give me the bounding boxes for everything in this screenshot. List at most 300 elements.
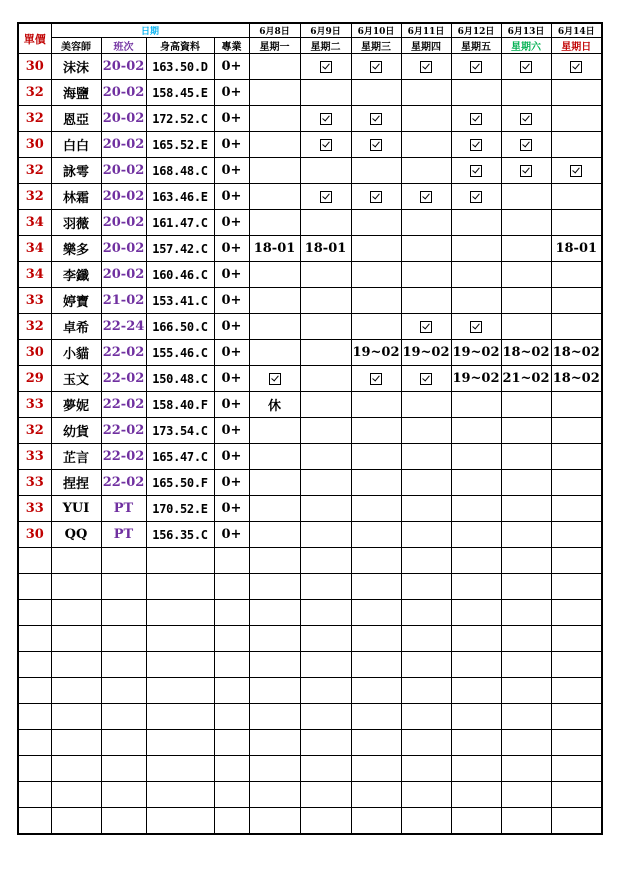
empty-cell xyxy=(146,678,214,704)
checked-box-icon xyxy=(370,373,382,385)
checked-box-icon xyxy=(370,61,382,73)
empty-cell xyxy=(101,808,146,835)
empty-cell xyxy=(551,626,602,652)
empty-cell xyxy=(51,678,101,704)
day-cell xyxy=(249,80,300,106)
day-date: 6月14日 xyxy=(551,23,602,38)
shift-header: 班次 xyxy=(101,38,146,54)
checked-box-icon xyxy=(520,139,532,151)
empty-cell xyxy=(551,678,602,704)
day-cell xyxy=(300,262,351,288)
empty-cell xyxy=(249,652,300,678)
empty-cell xyxy=(249,600,300,626)
empty-cell xyxy=(451,548,501,574)
empty-cell xyxy=(146,808,214,835)
prof-cell: 0+ xyxy=(214,314,249,340)
day-cell xyxy=(551,444,602,470)
stylist-cell: YUI xyxy=(51,496,101,522)
stylist-cell: 玉文 xyxy=(51,366,101,392)
day-cell xyxy=(501,158,551,184)
empty-cell xyxy=(351,626,401,652)
body-cell: 165.50.F xyxy=(146,470,214,496)
price-cell: 32 xyxy=(18,106,51,132)
empty-cell xyxy=(351,808,401,835)
shift-cell: 21-02 xyxy=(101,288,146,314)
price-header: 單價 xyxy=(18,23,51,54)
day-cell xyxy=(401,392,451,418)
day-cell: 18-01 xyxy=(300,236,351,262)
day-cell xyxy=(351,158,401,184)
day-cell xyxy=(401,366,451,392)
price-cell: 30 xyxy=(18,132,51,158)
empty-cell xyxy=(300,756,351,782)
empty-row xyxy=(18,600,602,626)
day-cell: 19~02 xyxy=(401,340,451,366)
day-cell xyxy=(300,522,351,548)
day-cell xyxy=(401,80,451,106)
empty-cell xyxy=(451,782,501,808)
header-row-columns xyxy=(18,38,602,54)
day-cell xyxy=(351,54,401,80)
price-cell: 32 xyxy=(18,314,51,340)
body-header: 身高資料 xyxy=(146,38,214,54)
empty-cell xyxy=(18,782,51,808)
day-cell xyxy=(501,262,551,288)
empty-cell xyxy=(249,782,300,808)
stylist-cell: 樂多 xyxy=(51,236,101,262)
shift-cell: 22-02 xyxy=(101,418,146,444)
empty-cell xyxy=(351,574,401,600)
prof-header: 專業 xyxy=(214,38,249,54)
empty-cell xyxy=(146,652,214,678)
empty-cell xyxy=(146,756,214,782)
empty-cell xyxy=(18,548,51,574)
price-cell: 33 xyxy=(18,444,51,470)
empty-cell xyxy=(146,730,214,756)
body-cell: 166.50.C xyxy=(146,314,214,340)
empty-cell xyxy=(501,548,551,574)
empty-cell xyxy=(300,600,351,626)
day-cell xyxy=(249,314,300,340)
shift-cell: 22-02 xyxy=(101,340,146,366)
day-cell xyxy=(551,418,602,444)
empty-cell xyxy=(214,704,249,730)
day-cell xyxy=(300,366,351,392)
price-cell: 33 xyxy=(18,392,51,418)
day-cell xyxy=(351,496,401,522)
empty-row xyxy=(18,808,602,835)
day-cell xyxy=(351,288,401,314)
stylist-cell: 林霜 xyxy=(51,184,101,210)
empty-cell xyxy=(351,678,401,704)
day-cell xyxy=(501,80,551,106)
prof-cell: 0+ xyxy=(214,522,249,548)
day-cell xyxy=(401,210,451,236)
empty-cell xyxy=(401,782,451,808)
day-date: 6月13日 xyxy=(501,23,551,38)
body-cell: 168.48.C xyxy=(146,158,214,184)
day-cell xyxy=(451,262,501,288)
table-row xyxy=(18,262,602,288)
empty-cell xyxy=(18,574,51,600)
day-cell xyxy=(351,366,401,392)
stylist-cell: 芷言 xyxy=(51,444,101,470)
empty-cell xyxy=(249,756,300,782)
day-cell xyxy=(249,418,300,444)
prof-cell: 0+ xyxy=(214,366,249,392)
day-cell xyxy=(501,236,551,262)
shift-cell: 20-02 xyxy=(101,184,146,210)
day-cell xyxy=(249,340,300,366)
table-row xyxy=(18,496,602,522)
empty-row xyxy=(18,704,602,730)
empty-cell xyxy=(401,548,451,574)
shift-cell: 20-02 xyxy=(101,132,146,158)
price-cell: 33 xyxy=(18,470,51,496)
stylist-header: 美容師 xyxy=(51,38,101,54)
day-cell xyxy=(551,496,602,522)
prof-cell: 0+ xyxy=(214,262,249,288)
empty-cell xyxy=(51,548,101,574)
empty-cell xyxy=(214,808,249,835)
day-cell xyxy=(551,392,602,418)
day-cell xyxy=(451,158,501,184)
day-cell xyxy=(401,470,451,496)
day-cell xyxy=(300,444,351,470)
checked-box-icon xyxy=(470,321,482,333)
day-cell xyxy=(501,54,551,80)
empty-cell xyxy=(18,730,51,756)
shift-cell: PT xyxy=(101,522,146,548)
empty-cell xyxy=(101,626,146,652)
prof-cell: 0+ xyxy=(214,288,249,314)
checked-box-icon xyxy=(370,113,382,125)
table-row xyxy=(18,158,602,184)
empty-cell xyxy=(451,730,501,756)
body-cell: 163.50.D xyxy=(146,54,214,80)
body-cell: 170.52.E xyxy=(146,496,214,522)
day-cell xyxy=(351,444,401,470)
empty-cell xyxy=(51,600,101,626)
empty-cell xyxy=(501,626,551,652)
empty-cell xyxy=(51,704,101,730)
day-cell xyxy=(401,184,451,210)
weekday: 星期三 xyxy=(351,38,401,54)
shift-cell: 20-02 xyxy=(101,106,146,132)
checked-box-icon xyxy=(320,61,332,73)
day-cell xyxy=(300,80,351,106)
prof-cell: 0+ xyxy=(214,392,249,418)
shift-cell: 20-02 xyxy=(101,80,146,106)
checked-box-icon xyxy=(470,165,482,177)
day-cell xyxy=(300,106,351,132)
day-cell xyxy=(351,132,401,158)
empty-cell xyxy=(300,652,351,678)
empty-cell xyxy=(51,756,101,782)
date-title: 日期 xyxy=(51,23,249,38)
day-cell xyxy=(451,392,501,418)
empty-cell xyxy=(146,626,214,652)
stylist-cell: QQ xyxy=(51,522,101,548)
prof-cell: 0+ xyxy=(214,80,249,106)
stylist-cell: 詠雩 xyxy=(51,158,101,184)
prof-cell: 0+ xyxy=(214,236,249,262)
day-cell xyxy=(451,444,501,470)
empty-cell xyxy=(451,652,501,678)
empty-cell xyxy=(101,730,146,756)
day-cell xyxy=(401,288,451,314)
empty-cell xyxy=(249,574,300,600)
empty-cell xyxy=(451,574,501,600)
day-cell: 18-01 xyxy=(551,236,602,262)
empty-cell xyxy=(501,704,551,730)
empty-row xyxy=(18,626,602,652)
price-cell: 30 xyxy=(18,522,51,548)
empty-cell xyxy=(101,574,146,600)
stylist-cell: 沫沫 xyxy=(51,54,101,80)
day-cell xyxy=(300,184,351,210)
prof-cell: 0+ xyxy=(214,132,249,158)
body-cell: 161.47.C xyxy=(146,210,214,236)
day-cell xyxy=(451,288,501,314)
empty-row xyxy=(18,574,602,600)
table-row xyxy=(18,418,602,444)
weekday: 星期一 xyxy=(249,38,300,54)
empty-cell xyxy=(401,808,451,835)
empty-cell xyxy=(214,782,249,808)
weekday: 星期四 xyxy=(401,38,451,54)
table-row xyxy=(18,444,602,470)
table-row xyxy=(18,366,602,392)
empty-cell xyxy=(214,678,249,704)
day-cell xyxy=(249,496,300,522)
empty-cell xyxy=(146,704,214,730)
body-cell: 163.46.E xyxy=(146,184,214,210)
day-cell xyxy=(551,262,602,288)
empty-cell xyxy=(101,678,146,704)
day-cell xyxy=(551,80,602,106)
prof-cell: 0+ xyxy=(214,210,249,236)
day-date: 6月12日 xyxy=(451,23,501,38)
empty-cell xyxy=(401,626,451,652)
empty-row xyxy=(18,782,602,808)
day-cell xyxy=(300,54,351,80)
day-cell xyxy=(401,522,451,548)
day-cell xyxy=(351,392,401,418)
body-cell: 173.54.C xyxy=(146,418,214,444)
day-cell xyxy=(501,470,551,496)
day-cell xyxy=(300,210,351,236)
empty-cell xyxy=(18,808,51,835)
empty-cell xyxy=(51,782,101,808)
day-cell xyxy=(249,158,300,184)
day-cell xyxy=(551,314,602,340)
day-cell xyxy=(249,366,300,392)
day-date: 6月9日 xyxy=(300,23,351,38)
stylist-cell: 海鹽 xyxy=(51,80,101,106)
empty-cell xyxy=(249,730,300,756)
day-cell xyxy=(249,106,300,132)
price-cell: 30 xyxy=(18,340,51,366)
day-cell xyxy=(351,262,401,288)
day-cell xyxy=(451,236,501,262)
weekday-saturday: 星期六 xyxy=(501,38,551,54)
prof-cell: 0+ xyxy=(214,496,249,522)
day-cell xyxy=(249,288,300,314)
day-cell xyxy=(351,210,401,236)
day-cell xyxy=(351,418,401,444)
empty-row xyxy=(18,730,602,756)
day-cell xyxy=(451,314,501,340)
day-cell: 19~02 xyxy=(351,340,401,366)
day-cell xyxy=(451,184,501,210)
empty-cell xyxy=(249,548,300,574)
empty-cell xyxy=(101,600,146,626)
day-cell xyxy=(551,184,602,210)
empty-cell xyxy=(501,782,551,808)
day-cell xyxy=(451,54,501,80)
empty-cell xyxy=(249,808,300,835)
checked-box-icon xyxy=(370,139,382,151)
checked-box-icon xyxy=(420,321,432,333)
empty-cell xyxy=(18,652,51,678)
empty-cell xyxy=(214,600,249,626)
empty-cell xyxy=(451,704,501,730)
day-cell xyxy=(501,444,551,470)
empty-cell xyxy=(351,652,401,678)
empty-cell xyxy=(501,574,551,600)
empty-cell xyxy=(401,678,451,704)
checked-box-icon xyxy=(320,113,332,125)
empty-cell xyxy=(214,574,249,600)
empty-cell xyxy=(51,626,101,652)
body-cell: 153.41.C xyxy=(146,288,214,314)
table-row xyxy=(18,184,602,210)
day-cell xyxy=(451,522,501,548)
day-cell: 休 xyxy=(249,392,300,418)
day-cell xyxy=(351,80,401,106)
empty-cell xyxy=(451,626,501,652)
checked-box-icon xyxy=(470,139,482,151)
empty-cell xyxy=(551,704,602,730)
checked-box-icon xyxy=(269,373,281,385)
table-row xyxy=(18,392,602,418)
empty-cell xyxy=(551,574,602,600)
stylist-cell: 夢妮 xyxy=(51,392,101,418)
day-cell xyxy=(451,418,501,444)
day-cell xyxy=(300,470,351,496)
shift-cell: 22-02 xyxy=(101,366,146,392)
empty-cell xyxy=(300,704,351,730)
empty-cell xyxy=(214,730,249,756)
empty-cell xyxy=(18,704,51,730)
schedule-table xyxy=(17,22,603,835)
day-cell xyxy=(401,262,451,288)
stylist-cell: 小貓 xyxy=(51,340,101,366)
empty-cell xyxy=(551,600,602,626)
day-cell xyxy=(249,210,300,236)
empty-cell xyxy=(351,704,401,730)
prof-cell: 0+ xyxy=(214,470,249,496)
empty-cell xyxy=(300,678,351,704)
checked-box-icon xyxy=(470,191,482,203)
day-cell xyxy=(300,418,351,444)
day-cell xyxy=(249,522,300,548)
empty-cell xyxy=(401,600,451,626)
empty-cell xyxy=(146,782,214,808)
day-cell xyxy=(451,80,501,106)
empty-cell xyxy=(501,808,551,835)
empty-cell xyxy=(501,600,551,626)
empty-cell xyxy=(351,730,401,756)
table-row xyxy=(18,106,602,132)
empty-cell xyxy=(101,548,146,574)
table-row xyxy=(18,288,602,314)
empty-cell xyxy=(249,626,300,652)
prof-cell: 0+ xyxy=(214,54,249,80)
empty-row xyxy=(18,548,602,574)
empty-cell xyxy=(551,808,602,835)
day-cell xyxy=(249,262,300,288)
prof-cell: 0+ xyxy=(214,158,249,184)
price-cell: 30 xyxy=(18,54,51,80)
body-cell: 172.52.C xyxy=(146,106,214,132)
day-cell xyxy=(451,132,501,158)
day-cell xyxy=(451,210,501,236)
empty-cell xyxy=(101,704,146,730)
day-cell xyxy=(300,496,351,522)
empty-cell xyxy=(18,626,51,652)
day-cell xyxy=(300,288,351,314)
empty-cell xyxy=(551,548,602,574)
shift-cell: 20-02 xyxy=(101,158,146,184)
body-cell: 156.35.C xyxy=(146,522,214,548)
empty-cell xyxy=(18,600,51,626)
empty-cell xyxy=(51,808,101,835)
day-cell xyxy=(501,496,551,522)
day-cell xyxy=(551,522,602,548)
empty-cell xyxy=(249,704,300,730)
checked-box-icon xyxy=(370,191,382,203)
checked-box-icon xyxy=(520,165,532,177)
empty-cell xyxy=(214,652,249,678)
day-cell: 18-01 xyxy=(249,236,300,262)
empty-cell xyxy=(300,548,351,574)
day-cell: 18~02 xyxy=(501,340,551,366)
empty-cell xyxy=(351,756,401,782)
empty-cell xyxy=(351,782,401,808)
price-cell: 29 xyxy=(18,366,51,392)
empty-cell xyxy=(300,782,351,808)
weekday-sunday: 星期日 xyxy=(551,38,602,54)
day-cell xyxy=(451,496,501,522)
shift-cell: 22-02 xyxy=(101,444,146,470)
empty-cell xyxy=(300,808,351,835)
day-cell xyxy=(249,470,300,496)
table-row xyxy=(18,236,602,262)
day-cell xyxy=(351,314,401,340)
empty-cell xyxy=(300,730,351,756)
day-cell xyxy=(501,132,551,158)
empty-cell xyxy=(214,756,249,782)
table-row xyxy=(18,80,602,106)
body-cell: 158.40.F xyxy=(146,392,214,418)
table-row xyxy=(18,132,602,158)
day-cell xyxy=(551,288,602,314)
day-cell: 21~02 xyxy=(501,366,551,392)
stylist-cell: 李鑯 xyxy=(51,262,101,288)
table-row xyxy=(18,340,602,366)
